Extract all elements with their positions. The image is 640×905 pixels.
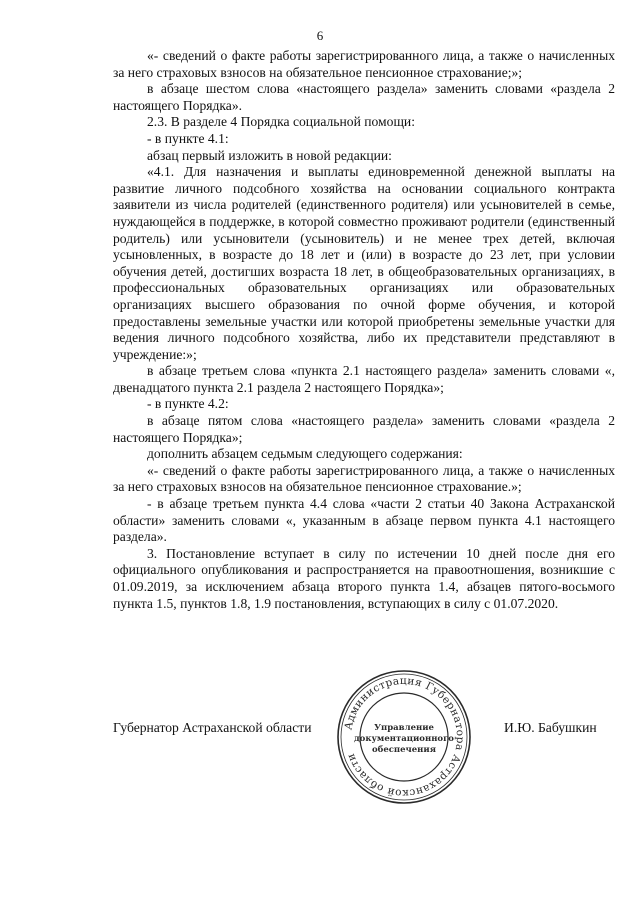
paragraph: - в абзаце третьем пункта 4.4 слова «части 2 статьи 40 Закона Астраханской области» заменить словами «, указанным в абзаце первом пункта 4.1 настоящего раздела». (113, 496, 615, 545)
paragraph: дополнить абзацем седьмым следующего содержания: (147, 446, 463, 462)
page-number: 6 (316, 28, 324, 43)
paragraph: в абзаце пятом слова «настоящего раздела» заменить словами «раздела 2 настоящего Порядка»; (113, 413, 615, 445)
svg-text:обеспечения: обеспечения (372, 745, 436, 755)
svg-text:Управление: Управление (374, 723, 434, 733)
paragraph: 3. Постановление вступает в силу по истечении 10 дней после дня его официального опубликования и распространяется на правоотношения, возникшие с 01.09.2019, за исключением абзаца второго пункта 1.4, абзацев пятого-восьмого пункта 1.5, пунктов 1.8, 1.9 постановления, вступающих в силу с 01.07.2020. (113, 545, 615, 611)
paragraph: - в пункте 4.2: (147, 396, 229, 412)
paragraph: в абзаце третьем слова «пункта 2.1 настоящего раздела» заменить словами «, двенадцатого пункта 2.1 раздела 2 настоящего Порядка»; (113, 363, 615, 395)
paragraph: абзац первый изложить в новой редакции: (147, 147, 392, 163)
signature-name: И.Ю. Бабушкин (504, 720, 597, 735)
paragraph: 2.3. В разделе 4 Порядка социальной помощи: (147, 114, 415, 130)
svg-text:Администрация Губернатора Астр: Администрация Губернатора Астраханской области (342, 674, 467, 800)
svg-text:документационного: документационного (354, 734, 454, 744)
paragraph: - в пункте 4.1: (147, 130, 229, 146)
paragraph: в абзаце шестом слова «настоящего раздела» заменить словами «раздела 2 настоящего Порядка». (113, 81, 615, 113)
paragraph: «4.1. Для назначения и выплаты единовременной денежной выплаты на развитие личного подсобного хозяйства на основании социального контракта заявители из числа родителей (единственного родителя) или усыновителей в семье, нуждающейся в поддержке, в которой совместно проживают родители (единственный родитель) или усыновители (усыновитель) и не менее трех детей, включая усыновленных, в возрасте до 18 лет и (или) в возрасте до 23 лет, при условии обучения детей, достигших возраста 18 лет, в общеобразовательных организациях, в профессиональных образовательных организациях или образовательных организациях высшего образования по очной форме обучения, и которой предоставлены земельные участки или которой приобретены земельные участки для ведения личного подсобного хозяйства, либо их представители представляют в учреждение:»; (113, 164, 615, 362)
official-seal (335, 668, 473, 806)
paragraph: «- сведений о факте работы зарегистрированного лица, а также о начисленных за него страховых взносов на обязательное пенсионное страхование;»; (113, 48, 615, 80)
document-body (113, 48, 615, 612)
paragraph: «- сведений о факте работы зарегистрированного лица, а также о начисленных за него страховых взносов на обязательное пенсионное страхование.»; (113, 462, 615, 495)
signature-position: Губернатор Астраханской области (113, 720, 312, 735)
